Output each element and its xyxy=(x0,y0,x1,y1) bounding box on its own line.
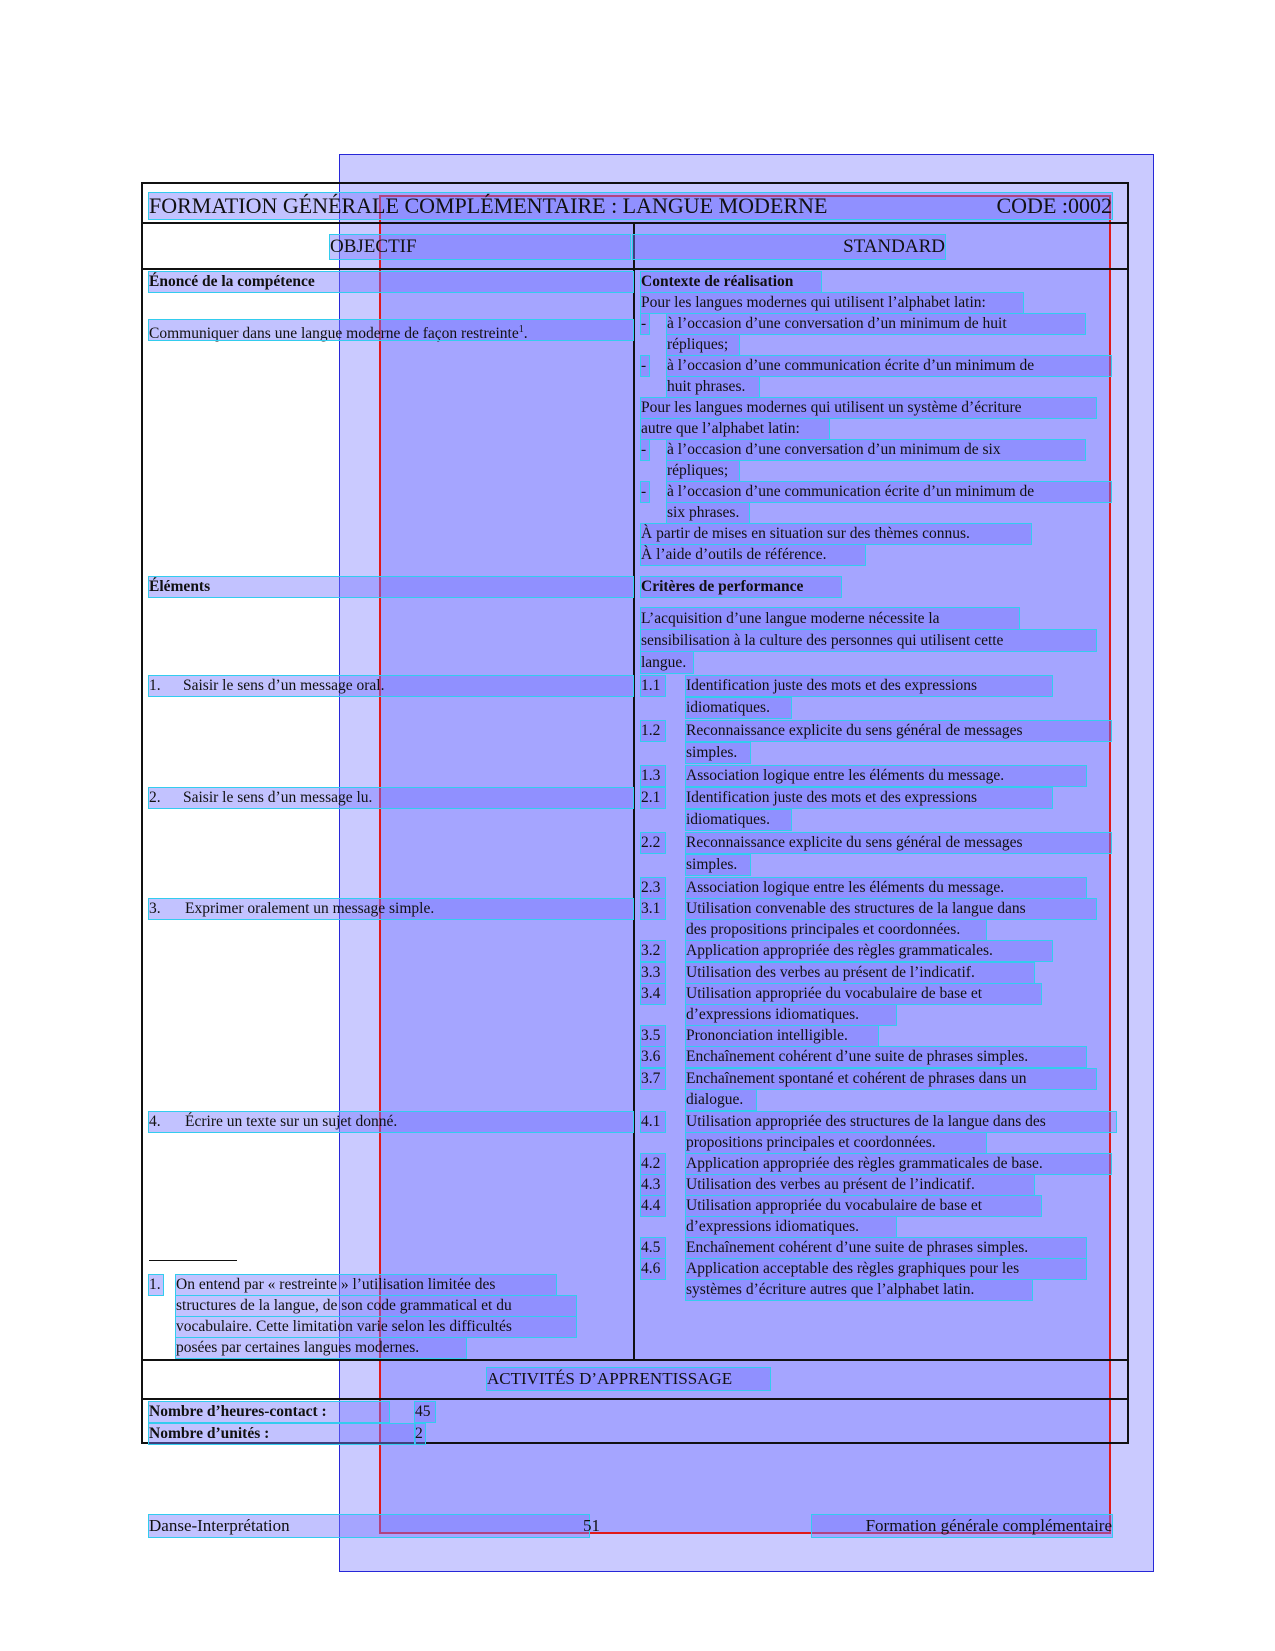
document-header xyxy=(149,193,1112,219)
units-label: Nombre d’unités : xyxy=(149,1424,415,1444)
element-num: 2. xyxy=(149,789,161,806)
criterion-num: 4.6 xyxy=(641,1259,665,1279)
criteria-intro-line: sensibilisation à la culture des personnes qui utilisent cette xyxy=(641,630,1096,651)
footnote-line: On entend par « restreinte » l’utilisation limitée des xyxy=(176,1275,556,1295)
element-item-3 xyxy=(149,899,633,919)
footer-left: Danse-Interprétation xyxy=(149,1515,589,1537)
hours-label: Nombre d’heures-contact : xyxy=(149,1402,389,1422)
criterion-text: Utilisation des verbes au présent de l’indicatif. xyxy=(686,1175,1034,1195)
criterion-num: 3.4 xyxy=(641,984,665,1004)
footnote-line: vocabulaire. Cette limitation varie selon les difficultés xyxy=(176,1317,576,1337)
criterion-text: propositions principales et coordonnées. xyxy=(686,1133,986,1153)
criterion-num: 1.2 xyxy=(641,721,665,741)
criterion-text: Application acceptable des règles graphiques pour les xyxy=(686,1259,1086,1279)
criterion-text: Utilisation appropriée des structures de la langue dans des xyxy=(686,1112,1116,1132)
criterion-text: systèmes d’écriture autres que l’alphabet latin. xyxy=(686,1280,1032,1300)
criterion-text: Enchaînement cohérent d’une suite de phrases simples. xyxy=(686,1047,1086,1067)
header-code: CODE :0002 xyxy=(996,193,1112,218)
criterion-text: des propositions principales et coordonnées. xyxy=(686,920,986,940)
element-num: 1. xyxy=(149,677,161,694)
page-number: 51 xyxy=(583,1516,600,1535)
criteria-intro-line: langue. xyxy=(641,652,693,673)
context-line: À l’aide d’outils de référence. xyxy=(641,545,865,565)
hours-value: 45 xyxy=(415,1402,435,1422)
criterion-num: 1.3 xyxy=(641,766,665,786)
context-line: répliques; xyxy=(667,335,739,355)
criterion-num: 3.1 xyxy=(641,899,665,919)
criterion-num: 2.2 xyxy=(641,833,665,853)
criterion-text: dialogue. xyxy=(686,1090,756,1110)
context-heading: Contexte de réalisation xyxy=(641,272,821,292)
footnote-separator xyxy=(149,1260,237,1261)
context-line: à l’occasion d’une conversation d’un minimum de huit xyxy=(667,314,1085,334)
criterion-text: Association logique entre les éléments du message. xyxy=(686,766,1086,786)
competence-heading: Énoncé de la compétence xyxy=(149,272,633,292)
criterion-text: Reconnaissance explicite du sens général de messages xyxy=(686,833,1111,853)
element-num: 3. xyxy=(149,900,161,917)
criterion-text: Association logique entre les éléments du message. xyxy=(686,878,1086,898)
criterion-num: 3.3 xyxy=(641,963,665,983)
element-num: 4. xyxy=(149,1113,161,1130)
criterion-text: Identification juste des mots et des expressions xyxy=(686,788,1052,808)
criterion-text: d’expressions idiomatiques. xyxy=(686,1005,896,1025)
competence-statement xyxy=(149,320,633,343)
criterion-num: 3.6 xyxy=(641,1047,665,1067)
criteria-heading: Critères de performance xyxy=(641,577,841,597)
criterion-num: 2.3 xyxy=(641,878,665,898)
units-value: 2 xyxy=(415,1424,425,1444)
criterion-num: 2.1 xyxy=(641,788,665,808)
criterion-num: 4.3 xyxy=(641,1175,665,1195)
element-text: Saisir le sens d’un message lu. xyxy=(183,789,373,806)
element-item-4 xyxy=(149,1112,633,1132)
criterion-text: idiomatiques. xyxy=(686,698,791,718)
criterion-text: Utilisation convenable des structures de la langue dans xyxy=(686,899,1096,919)
column-header-objectif-text: OBJECTIF xyxy=(330,236,417,257)
context-line: autre que l’alphabet latin: xyxy=(641,419,829,439)
activities-heading: ACTIVITÉS D’APPRENTISSAGE xyxy=(487,1368,770,1390)
criterion-text: Utilisation appropriée du vocabulaire de base et xyxy=(686,984,1041,1004)
criterion-text: Enchaînement spontané et cohérent de phrases dans un xyxy=(686,1069,1096,1089)
column-header-objectif xyxy=(330,235,630,259)
criterion-text: simples. xyxy=(686,743,750,763)
page-footer xyxy=(149,1515,1112,1537)
criterion-num: 3.5 xyxy=(641,1026,665,1046)
context-line: six phrases. xyxy=(667,503,749,523)
context-line: Pour les langues modernes qui utilisent un système d’écriture xyxy=(641,398,1096,418)
context-line: répliques; xyxy=(667,461,739,481)
criterion-text: d’expressions idiomatiques. xyxy=(686,1217,896,1237)
criterion-num: 3.7 xyxy=(641,1069,665,1089)
context-line: à l’occasion d’une conversation d’un minimum de six xyxy=(667,440,1085,460)
criterion-text: Enchaînement cohérent d’une suite de phrases simples. xyxy=(686,1238,1086,1258)
footnote-line: structures de la langue, de son code grammatical et du xyxy=(176,1296,576,1316)
criterion-text: Application appropriée des règles grammaticales. xyxy=(686,941,1052,961)
context-line: huit phrases. xyxy=(667,377,759,397)
footnote-ref: 1 xyxy=(518,324,524,335)
context-bullet: - xyxy=(641,356,649,376)
criterion-num: 4.2 xyxy=(641,1154,665,1174)
footnote-line: posées par certaines langues modernes. xyxy=(176,1338,466,1358)
criterion-text: Utilisation appropriée du vocabulaire de base et xyxy=(686,1196,1041,1216)
criterion-num: 4.4 xyxy=(641,1196,665,1216)
element-text: Écrire un texte sur un sujet donné. xyxy=(185,1113,398,1130)
context-list xyxy=(641,293,1111,568)
criterion-text: Reconnaissance explicite du sens général de messages xyxy=(686,721,1111,741)
competence-suffix: . xyxy=(523,325,528,343)
header-title: FORMATION GÉNÉRALE COMPLÉMENTAIRE : LANGUE MODERNE xyxy=(149,193,828,218)
criterion-num: 4.5 xyxy=(641,1238,665,1258)
column-header-standard xyxy=(633,235,945,259)
competence-text: Communiquer dans une langue moderne de façon restreinte xyxy=(149,325,519,343)
footnote-num: 1. xyxy=(149,1275,163,1295)
criterion-num: 1.1 xyxy=(641,676,665,696)
element-item-1 xyxy=(149,676,633,696)
element-item-2 xyxy=(149,788,633,808)
criterion-num: 4.1 xyxy=(641,1112,665,1132)
hours-units xyxy=(149,1402,449,1446)
footer-right: Formation générale complémentaire xyxy=(812,1515,1112,1537)
context-bullet: - xyxy=(641,482,649,502)
context-line: À partir de mises en situation sur des thèmes connus. xyxy=(641,524,1031,544)
context-line: à l’occasion d’une communication écrite d’un minimum de xyxy=(667,356,1111,376)
context-line: Pour les langues modernes qui utilisent l’alphabet latin: xyxy=(641,293,1023,313)
criteria-intro-line: L’acquisition d’une langue moderne nécessite la xyxy=(641,608,1019,629)
criterion-text: Utilisation des verbes au présent de l’indicatif. xyxy=(686,963,1034,983)
criterion-text: idiomatiques. xyxy=(686,810,791,830)
criterion-num: 3.2 xyxy=(641,941,665,961)
elements-heading: Éléments xyxy=(149,577,633,597)
criterion-text: Identification juste des mots et des expressions xyxy=(686,676,1052,696)
element-text: Exprimer oralement un message simple. xyxy=(185,900,435,917)
element-text: Saisir le sens d’un message oral. xyxy=(183,677,385,694)
context-bullet: - xyxy=(641,440,649,460)
column-header-standard-text: STANDARD xyxy=(843,236,945,257)
criterion-text: Prononciation intelligible. xyxy=(686,1026,878,1046)
context-bullet: - xyxy=(641,314,649,334)
criterion-text: simples. xyxy=(686,855,750,875)
criterion-text: Application appropriée des règles grammaticales de base. xyxy=(686,1154,1111,1174)
context-line: à l’occasion d’une communication écrite d’un minimum de xyxy=(667,482,1111,502)
